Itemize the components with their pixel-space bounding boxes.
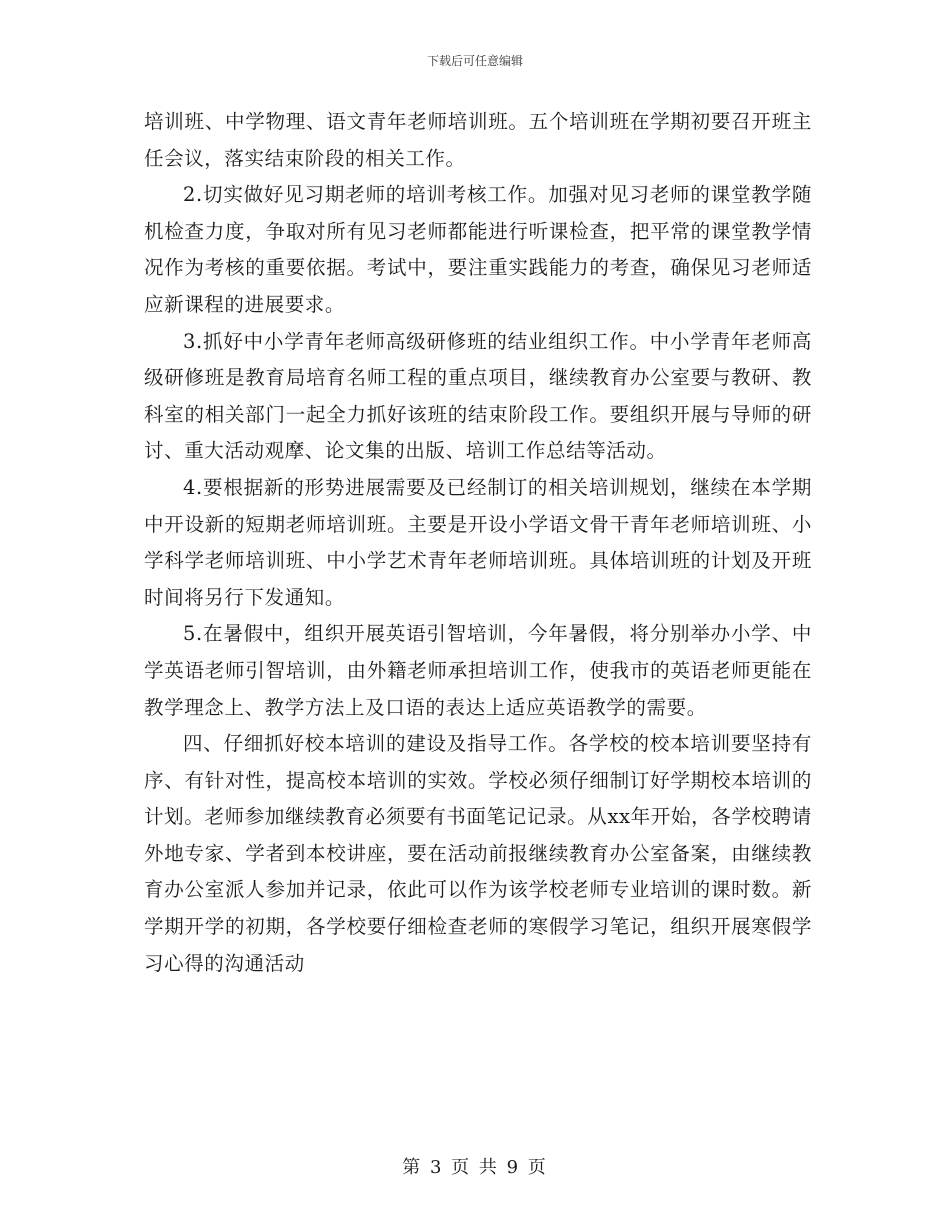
document-body <box>144 104 812 982</box>
paragraph-section-4: 四、仔细抓好校本培训的建设及指导工作。各学校的校本培训要坚持有序、有针对性，提高校本培训的实效。学校必须仔细制订好学期校本培训的计划。老师参加继续教育必须要有书面笔记记录。从xx年开始，各学校聘请外地专家、学者到本校讲座，要在活动前报继续教育办公室备案，由继续教育办公室派人参加并记录，依此可以作为该学校老师专业培训的课时数。新学期开学的初期，各学校要仔细检查老师的寒假学习笔记，组织开展寒假学习心得的沟通活动 <box>144 732 812 975</box>
paragraph-continued: 培训班、中学物理、语文青年老师培训班。五个培训班在学期初要召开班主任会议，落实结束阶段的相关工作。 <box>144 110 812 170</box>
paragraph-item-4: 4.要根据新的形势进展需要及已经制订的相关培训规划，继续在本学期中开设新的短期老师培训班。主要是开设小学语文骨干青年老师培训班、小学科学老师培训班、中小学艺术青年老师培训班。具体培训班的计划及开班时间将另行下发通知。 <box>144 475 812 609</box>
paragraph-item-5: 5.在暑假中，组织开展英语引智培训，今年暑假，将分别举办小学、中学英语老师引智培训，由外籍老师承担培训工作，使我市的英语老师更能在教学理念上、教学方法上及口语的表达上适应英语教学的需要。 <box>144 622 812 719</box>
page-header: 下载后可任意编辑 <box>426 54 523 68</box>
paragraph-item-2: 2.切实做好见习期老师的培训考核工作。加强对见习老师的课堂教学随机检查力度，争取对所有见习老师都能进行听课检查，把平常的课堂教学情况作为考核的重要依据。考试中，要注重实践能力的考查，确保见习老师适应新课程的进展要求。 <box>144 183 812 316</box>
page-number: 第 3 页 共 9 页 <box>402 1157 548 1178</box>
paragraph-item-3: 3.抓好中小学青年老师高级研修班的结业组织工作。中小学青年老师高级研修班是教育局培育名师工程的重点项目，继续教育办公室要与教研、教科室的相关部门一起全力抓好该班的结束阶段工作。要组织开展与导师的研讨、重大活动观摩、论文集的出版、培训工作总结等活动。 <box>144 329 812 463</box>
